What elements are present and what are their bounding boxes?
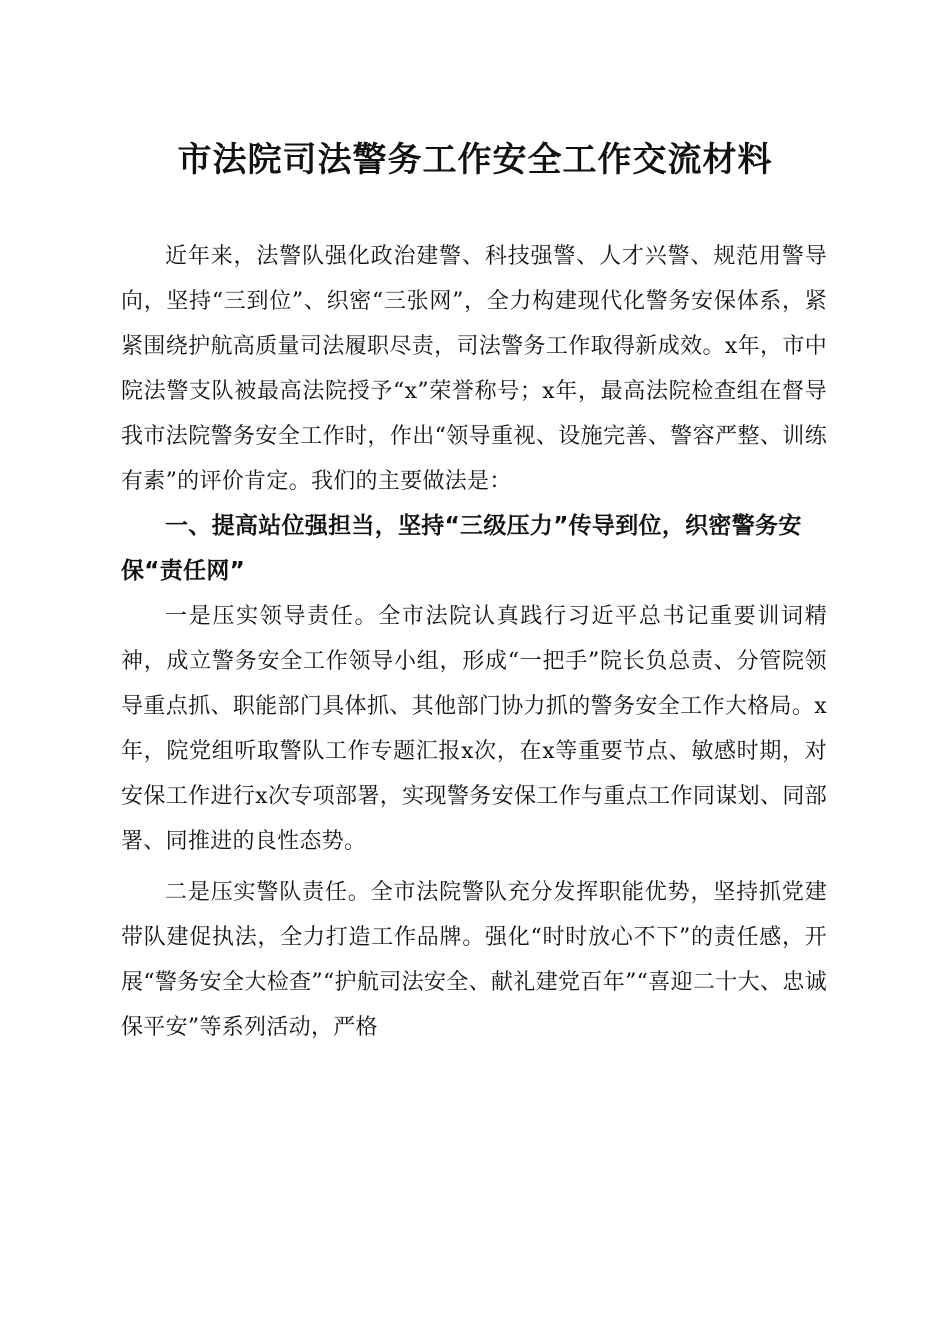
paragraph-leader-responsibility xyxy=(121,594,827,864)
document-body xyxy=(121,234,827,1050)
paragraph-lead-text: 一是压实领导责任。 xyxy=(165,604,379,629)
paragraph-body-text: 全市法院认真践行习近平总书记重要训词精神，成立警务安全工作领导小组，形成“一把手”院长负总责、分管院领导重点抓、职能部门具体抓、其他部门协力抓的警务安全工作大格局。x年，院党组听取警队工作专题汇报x次，在x等重要节点、敏感时期，对安保工作进行x次专项部署，实现警务安保工作与重点工作同谋划、同部署、同推进的良性态势。 xyxy=(121,604,827,854)
intro-paragraph: 近年来，法警队强化政治建警、科技强警、人才兴警、规范用警导向，坚持“三到位”、织密“三张网”，全力构建现代化警务安保体系，紧紧围绕护航高质量司法履职尽责，司法警务工作取得新成效。x年，市中院法警支队被最高法院授予“x”荣誉称号；x年，最高法院检查组在督导我市法院警务安全工作时，作出“领导重视、设施完善、警容严整、训练有素”的评价肯定。我们的主要做法是： xyxy=(121,244,827,494)
paragraph-lead-text: 二是压实警队责任。 xyxy=(165,880,371,905)
paragraph-team-responsibility xyxy=(121,870,827,1050)
document-title: 市法院司法警务工作安全工作交流材料 xyxy=(177,140,773,180)
section-heading-1: 一、提高站位强担当，坚持“三级压力”传导到位，织密警务安保“责任网” xyxy=(121,513,802,584)
paragraph-body-text: 全市法院警队充分发挥职能优势，坚持抓党建带队建促执法，全力打造工作品牌。强化“时时放心不下”的责任感，开展“警务安全大检查”“护航司法安全、献礼建党百年”“喜迎二十大、忠诚保平安”等系列活动，严格 xyxy=(121,880,827,1040)
